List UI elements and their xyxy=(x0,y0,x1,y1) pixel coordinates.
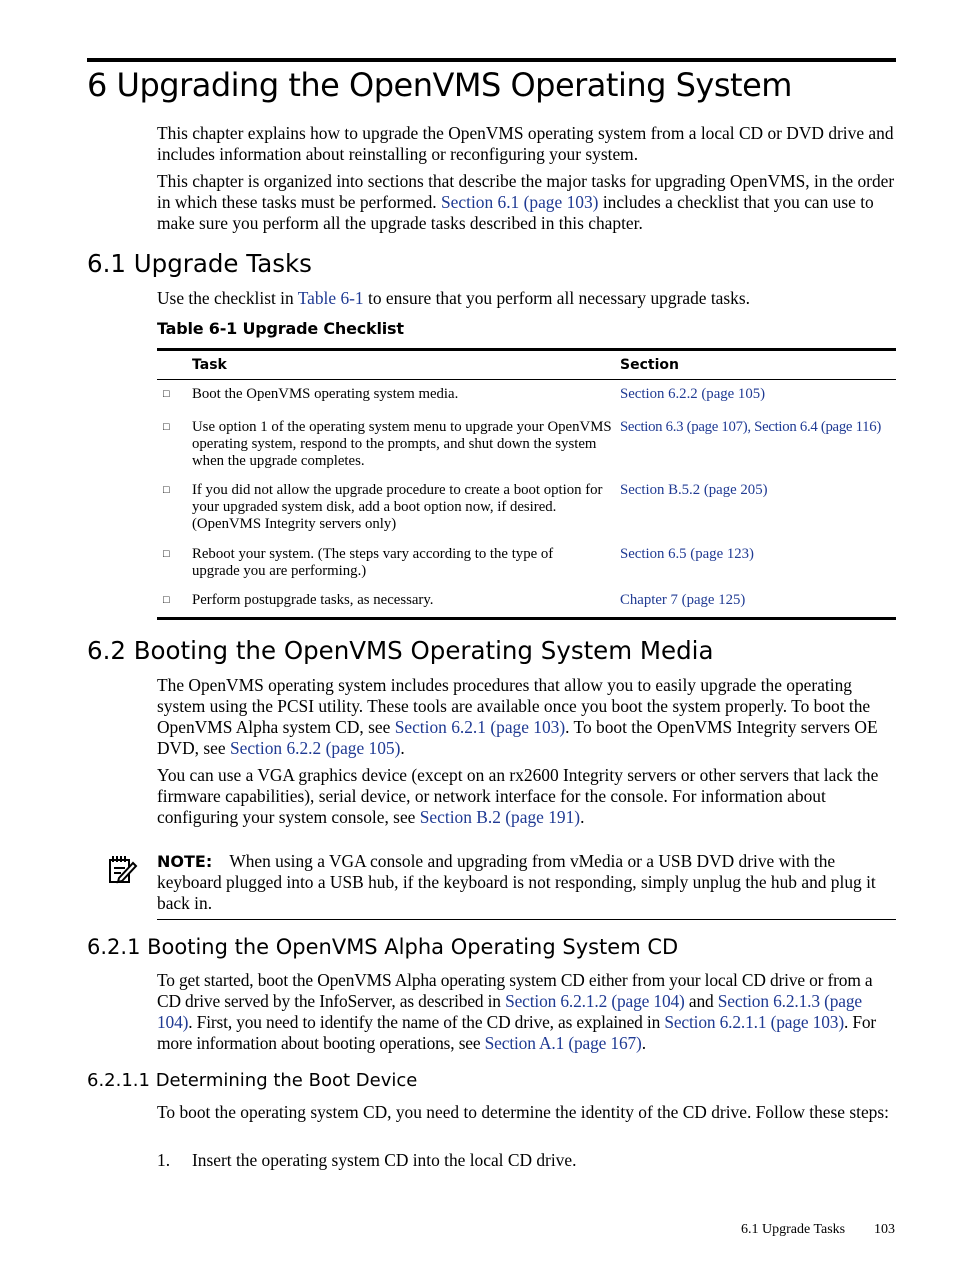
link-section-b-2[interactable]: Section B.2 (page 191) xyxy=(419,807,581,827)
section-6-1-title: 6.1 Upgrade Tasks xyxy=(87,249,312,278)
checkbox[interactable]: □ xyxy=(163,421,170,433)
checkbox[interactable]: □ xyxy=(163,388,170,400)
checkbox[interactable]: □ xyxy=(163,594,170,606)
link-section-6-2-1-1[interactable]: Section 6.2.1.1 (page 103) xyxy=(664,1012,844,1032)
chapter-title: 6 Upgrading the OpenVMS Operating System xyxy=(87,66,792,104)
table-cell-task: Use option 1 of the operating system menu to upgrade your OpenVMS operating system, respond to the prompts, and shut down the system when the upgrade completes. xyxy=(192,419,612,469)
table-caption: Table 6-1 Upgrade Checklist xyxy=(157,319,404,338)
table-cell-section-link[interactable]: Section 6.2.2 (page 105) xyxy=(620,386,766,402)
link-table-6-1[interactable]: Table 6-1 xyxy=(297,288,364,308)
checkbox[interactable]: □ xyxy=(163,484,170,496)
note-label: NOTE: xyxy=(157,852,213,871)
table-cell-section-link[interactable]: Section 6.5 (page 123) xyxy=(620,546,754,562)
step-text: Insert the operating system CD into the local CD drive. xyxy=(192,1150,577,1170)
link-section-a-1[interactable]: Section A.1 (page 167) xyxy=(484,1033,642,1053)
chapter-intro-2: This chapter is organized into sections that describe the major tasks for upgrading OpenVMS, in the order in which these tasks must be performed. Section 6.1 (page 103) includes a checklist that you can use to make sure you perform all the upgrade tasks described in this chapter. xyxy=(157,171,895,233)
link-section-6-2-1-3[interactable]: Section 6.2.1.3 (page 104) xyxy=(157,991,862,1032)
table-cell-task: If you did not allow the upgrade procedure to create a boot option for your upgraded system disk, add a boot option now, if desired. (OpenVMS Integrity servers only) xyxy=(192,482,603,532)
table-cell-section-link[interactable]: Chapter 7 (page 125) xyxy=(620,592,746,608)
section-6-2-p2: You can use a VGA graphics device (except on an rx2600 Integrity servers or other servers that lack the firmware capabilities), serial device, or network interface for the console. For information about configuring your system console, see Section B.2 (page 191). xyxy=(157,765,879,827)
table-header-task: Task xyxy=(192,357,227,373)
step-number: 1. xyxy=(157,1150,171,1170)
link-section-6-2-1[interactable]: Section 6.2.1 (page 103) xyxy=(394,717,566,737)
section-6-2-title: 6.2 Booting the OpenVMS Operating System Media xyxy=(87,636,714,665)
table-header-rule xyxy=(157,379,896,380)
link-section-6-2-1-2[interactable]: Section 6.2.1.2 (page 104) xyxy=(505,991,685,1011)
table-bottom-rule xyxy=(157,617,896,620)
section-6-2-1-title: 6.2.1 Booting the OpenVMS Alpha Operating System CD xyxy=(87,935,679,959)
section-6-1-text: Use the checklist in Table 6-1 to ensure that you perform all necessary upgrade tasks. xyxy=(157,288,750,308)
table-header-section: Section xyxy=(620,357,679,373)
chapter-intro-1: This chapter explains how to upgrade the OpenVMS operating system from a local CD or DVD drive and includes information about reinstalling or reconfiguring your system. xyxy=(157,123,894,164)
section-6-2-1-text: To get started, boot the OpenVMS Alpha operating system CD either from your local CD drive or from a CD drive served by the InfoServer, as described in Section 6.2.1.2 (page 104) and Section 6.2.1.3 (page 104). First, you need to identify the name of the CD drive, as explained in Section 6.2.1.1 (page 103). For more information about booting operations, see Section A.1 (page 167). xyxy=(157,970,877,1053)
link-section-6-1[interactable]: Section 6.1 (page 103) xyxy=(441,192,599,212)
note-bottom-rule xyxy=(157,919,896,920)
section-6-2-1-1-title: 6.2.1.1 Determining the Boot Device xyxy=(87,1070,418,1091)
section-6-2-p1: The OpenVMS operating system includes procedures that allow you to easily upgrade the operating system using the PCSI utility. These tools are available once you boot the system properly. To boot the OpenVMS Alpha system CD, see Section 6.2.1 (page 103). To boot the OpenVMS Integrity servers OE DVD, see Section 6.2.2 (page 105). xyxy=(157,675,878,758)
section-6-2-1-1-text: To boot the operating system CD, you need to determine the identity of the CD drive. Follow these steps: xyxy=(157,1102,889,1122)
chapter-top-rule xyxy=(87,58,896,62)
note-text: NOTE: When using a VGA console and upgrading from vMedia or a USB DVD drive with the keyboard plugged into a USB hub, if the keyboard is not responding, simply unplug the hub and plug it back in. xyxy=(157,851,876,913)
table-cell-task: Perform postupgrade tasks, as necessary. xyxy=(192,592,434,608)
link-section-6-2-2[interactable]: Section 6.2.2 (page 105) xyxy=(229,738,401,758)
checkbox[interactable]: □ xyxy=(163,548,170,560)
footer-page-number: 103 xyxy=(874,1222,895,1237)
table-cell-task: Boot the OpenVMS operating system media. xyxy=(192,386,459,402)
footer-section: 6.1 Upgrade Tasks xyxy=(741,1222,846,1237)
table-top-rule xyxy=(157,348,896,351)
table-cell-task: Reboot your system. (The steps vary according to the type of upgrade you are performing.) xyxy=(192,546,554,579)
table-cell-section-link[interactable]: Section 6.3 (page 107), Section 6.4 (page 116) xyxy=(620,419,881,435)
table-cell-section-link[interactable]: Section B.5.2 (page 205) xyxy=(620,482,768,498)
note-icon xyxy=(107,854,139,886)
